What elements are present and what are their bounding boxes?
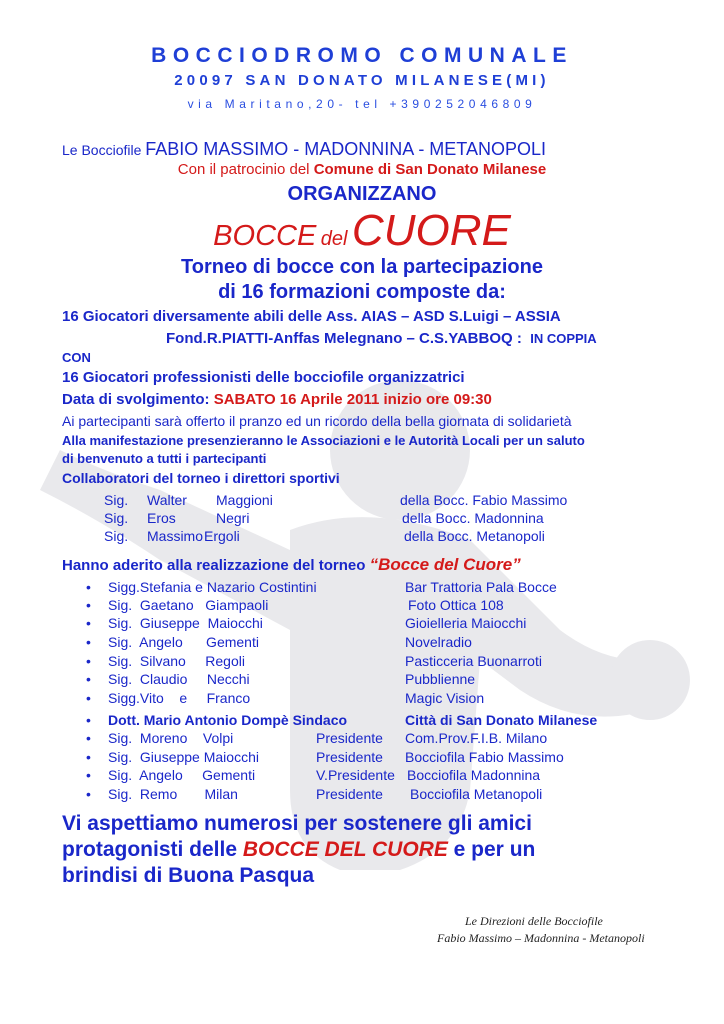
- body-p1: 16 Giocatori diversamente abili delle Ass. AIAS – ASD S.Luigi – ASSIA: [62, 308, 561, 325]
- sponsor-org: Pasticceria Buonarroti: [405, 653, 542, 669]
- adhered-line: [62, 555, 521, 575]
- sponsor-org: Pubblienne: [405, 671, 476, 687]
- closing-l2b: BOCCE DEL CUORE: [242, 838, 448, 861]
- sponsor-name: Sigg.Stefania e Nazario Costintini: [108, 579, 317, 595]
- bullet-icon: •: [86, 767, 91, 783]
- bullet-icon: •: [86, 786, 91, 802]
- director-club: della Bocc. Madonnina: [402, 510, 544, 526]
- bullet-icon: •: [86, 749, 91, 765]
- director-sig: Sig.: [104, 528, 129, 544]
- sponsor-org: Foto Ottica 108: [408, 597, 504, 613]
- collaborators-heading: Collaboratori del torneo i direttori sportivi: [62, 470, 340, 486]
- patron-prefix: Con il patrocinio del: [177, 161, 314, 178]
- event-sub-1: Torneo di bocce con la partecipazione: [181, 256, 543, 278]
- adhered-name: “Bocce del Cuore”: [369, 555, 521, 574]
- bullet-icon: •: [86, 634, 91, 650]
- authorities-2: di benvenuto a tutti i partecipanti: [62, 451, 267, 466]
- bullet-icon: •: [86, 579, 91, 595]
- body-p2: Fond.R.PIATTI-Anffas Melegnano – C.S.YABBOQ :: [166, 330, 522, 347]
- official-role: Presidente: [316, 749, 383, 765]
- signature-line-1: Le Direzioni delle Bocciofile: [465, 914, 603, 928]
- sponsor-org: Gioielleria Maiocchi: [405, 615, 527, 631]
- official-role: Presidente: [316, 786, 383, 802]
- official-role: V.Presidente: [316, 767, 395, 783]
- director-last: Negri: [216, 510, 250, 526]
- official-role: Presidente: [316, 730, 383, 746]
- sponsor-name: Sig. Claudio Necchi: [108, 671, 250, 687]
- patron-name: Comune di San Donato Milanese: [313, 161, 547, 178]
- official-org: Bocciofila Fabio Massimo: [405, 749, 564, 765]
- official-org: Bocciofila Madonnina: [407, 767, 541, 783]
- official-name: Sig. Remo Milan: [108, 786, 238, 802]
- intro-prefix: Le Bocciofile: [62, 142, 146, 158]
- body-p4: 16 Giocatori professionisti delle bocciofile organizzatrici: [62, 369, 465, 386]
- bullet-icon: •: [86, 712, 91, 728]
- closing-line-3: brindisi di Buona Pasqua: [62, 864, 315, 887]
- bullet-icon: •: [86, 653, 91, 669]
- patron-line: [0, 161, 724, 178]
- header-title: BOCCIODROMO COMUNALE: [151, 44, 573, 67]
- closing-line-1: Vi aspettiamo numerosi per sostenere gli amici: [62, 812, 532, 835]
- date-value: SABATO 16 Aprile 2011 inizio ore 09:30: [213, 391, 492, 408]
- date-line: [62, 391, 492, 408]
- director-club: della Bocc. Fabio Massimo: [400, 492, 568, 508]
- official-name: Sig. Angelo Gementi: [108, 767, 256, 783]
- closing-l2c: e per un: [447, 838, 536, 861]
- director-first: Massimo: [147, 528, 204, 544]
- authorities-1: Alla manifestazione presenzieranno le Associazioni e le Autorità Locali per un saluto: [62, 433, 585, 448]
- sponsor-name: Sig. Giuseppe Maiocchi: [108, 615, 263, 631]
- official-org: Bocciofila Metanopoli: [410, 786, 543, 802]
- body-p2b: IN COPPIA: [530, 331, 597, 346]
- director-sig: Sig.: [104, 510, 129, 526]
- closing-l2a: protagonisti delle: [62, 838, 243, 861]
- sponsor-org: Novelradio: [405, 634, 472, 650]
- event-title-cuore: CUORE: [351, 206, 511, 255]
- organize-heading: ORGANIZZANO: [287, 183, 437, 205]
- event-title: [0, 206, 724, 256]
- director-first: Walter: [147, 492, 187, 508]
- event-title-del: del: [320, 228, 348, 250]
- director-last: Ergoli: [204, 528, 240, 544]
- director-first: Eros: [147, 510, 176, 526]
- adhered-label: Hanno aderito alla realizzazione del torneo: [62, 557, 370, 574]
- event-title-bocce: BOCCE: [213, 220, 317, 252]
- director-last: Maggioni: [216, 492, 273, 508]
- sponsor-name: Sigg.Vito e Franco: [108, 690, 251, 706]
- date-label: Data di svolgimento:: [62, 391, 214, 408]
- bullet-icon: •: [86, 690, 91, 706]
- event-sub-2: di 16 formazioni composte da:: [218, 281, 506, 303]
- sponsor-name: Sig. Silvano Regoli: [108, 653, 245, 669]
- sponsor-org: Magic Vision: [405, 690, 485, 706]
- sponsor-name: Sig. Gaetano Giampaoli: [108, 597, 269, 613]
- bullet-icon: •: [86, 615, 91, 631]
- official-org: Com.Prov.F.I.B. Milano: [405, 730, 548, 746]
- body-p2-line: [166, 330, 597, 347]
- director-club: della Bocc. Metanopoli: [404, 528, 545, 544]
- official-name: Sig. Moreno Volpi: [108, 730, 234, 746]
- mayor-org: Città di San Donato Milanese: [405, 712, 598, 728]
- bullet-icon: •: [86, 730, 91, 746]
- body-p3: CON: [62, 350, 91, 365]
- intro-clubs: FABIO MASSIMO - MADONNINA - METANOPOLI: [145, 139, 546, 159]
- header-address: via Maritano,20- tel +390252046809: [187, 97, 537, 111]
- signature-line-2: Fabio Massimo – Madonnina - Metanopoli: [437, 931, 645, 945]
- header-city: 20097 SAN DONATO MILANESE(MI): [174, 72, 550, 89]
- bullet-icon: •: [86, 597, 91, 613]
- closing-line-2: [62, 838, 535, 862]
- sponsor-name: Sig. Angelo Gementi: [108, 634, 259, 650]
- bullet-icon: •: [86, 671, 91, 687]
- intro-clubs-line: [62, 139, 546, 160]
- sponsor-org: Bar Trattoria Pala Bocce: [405, 579, 557, 595]
- mayor-name: Dott. Mario Antonio Dompè Sindaco: [108, 712, 348, 728]
- official-name: Sig. Giuseppe Maiocchi: [108, 749, 259, 765]
- lunch-text: Ai partecipanti sarà offerto il pranzo ed un ricordo della bella giornata di solidarietà: [62, 413, 572, 429]
- director-sig: Sig.: [104, 492, 129, 508]
